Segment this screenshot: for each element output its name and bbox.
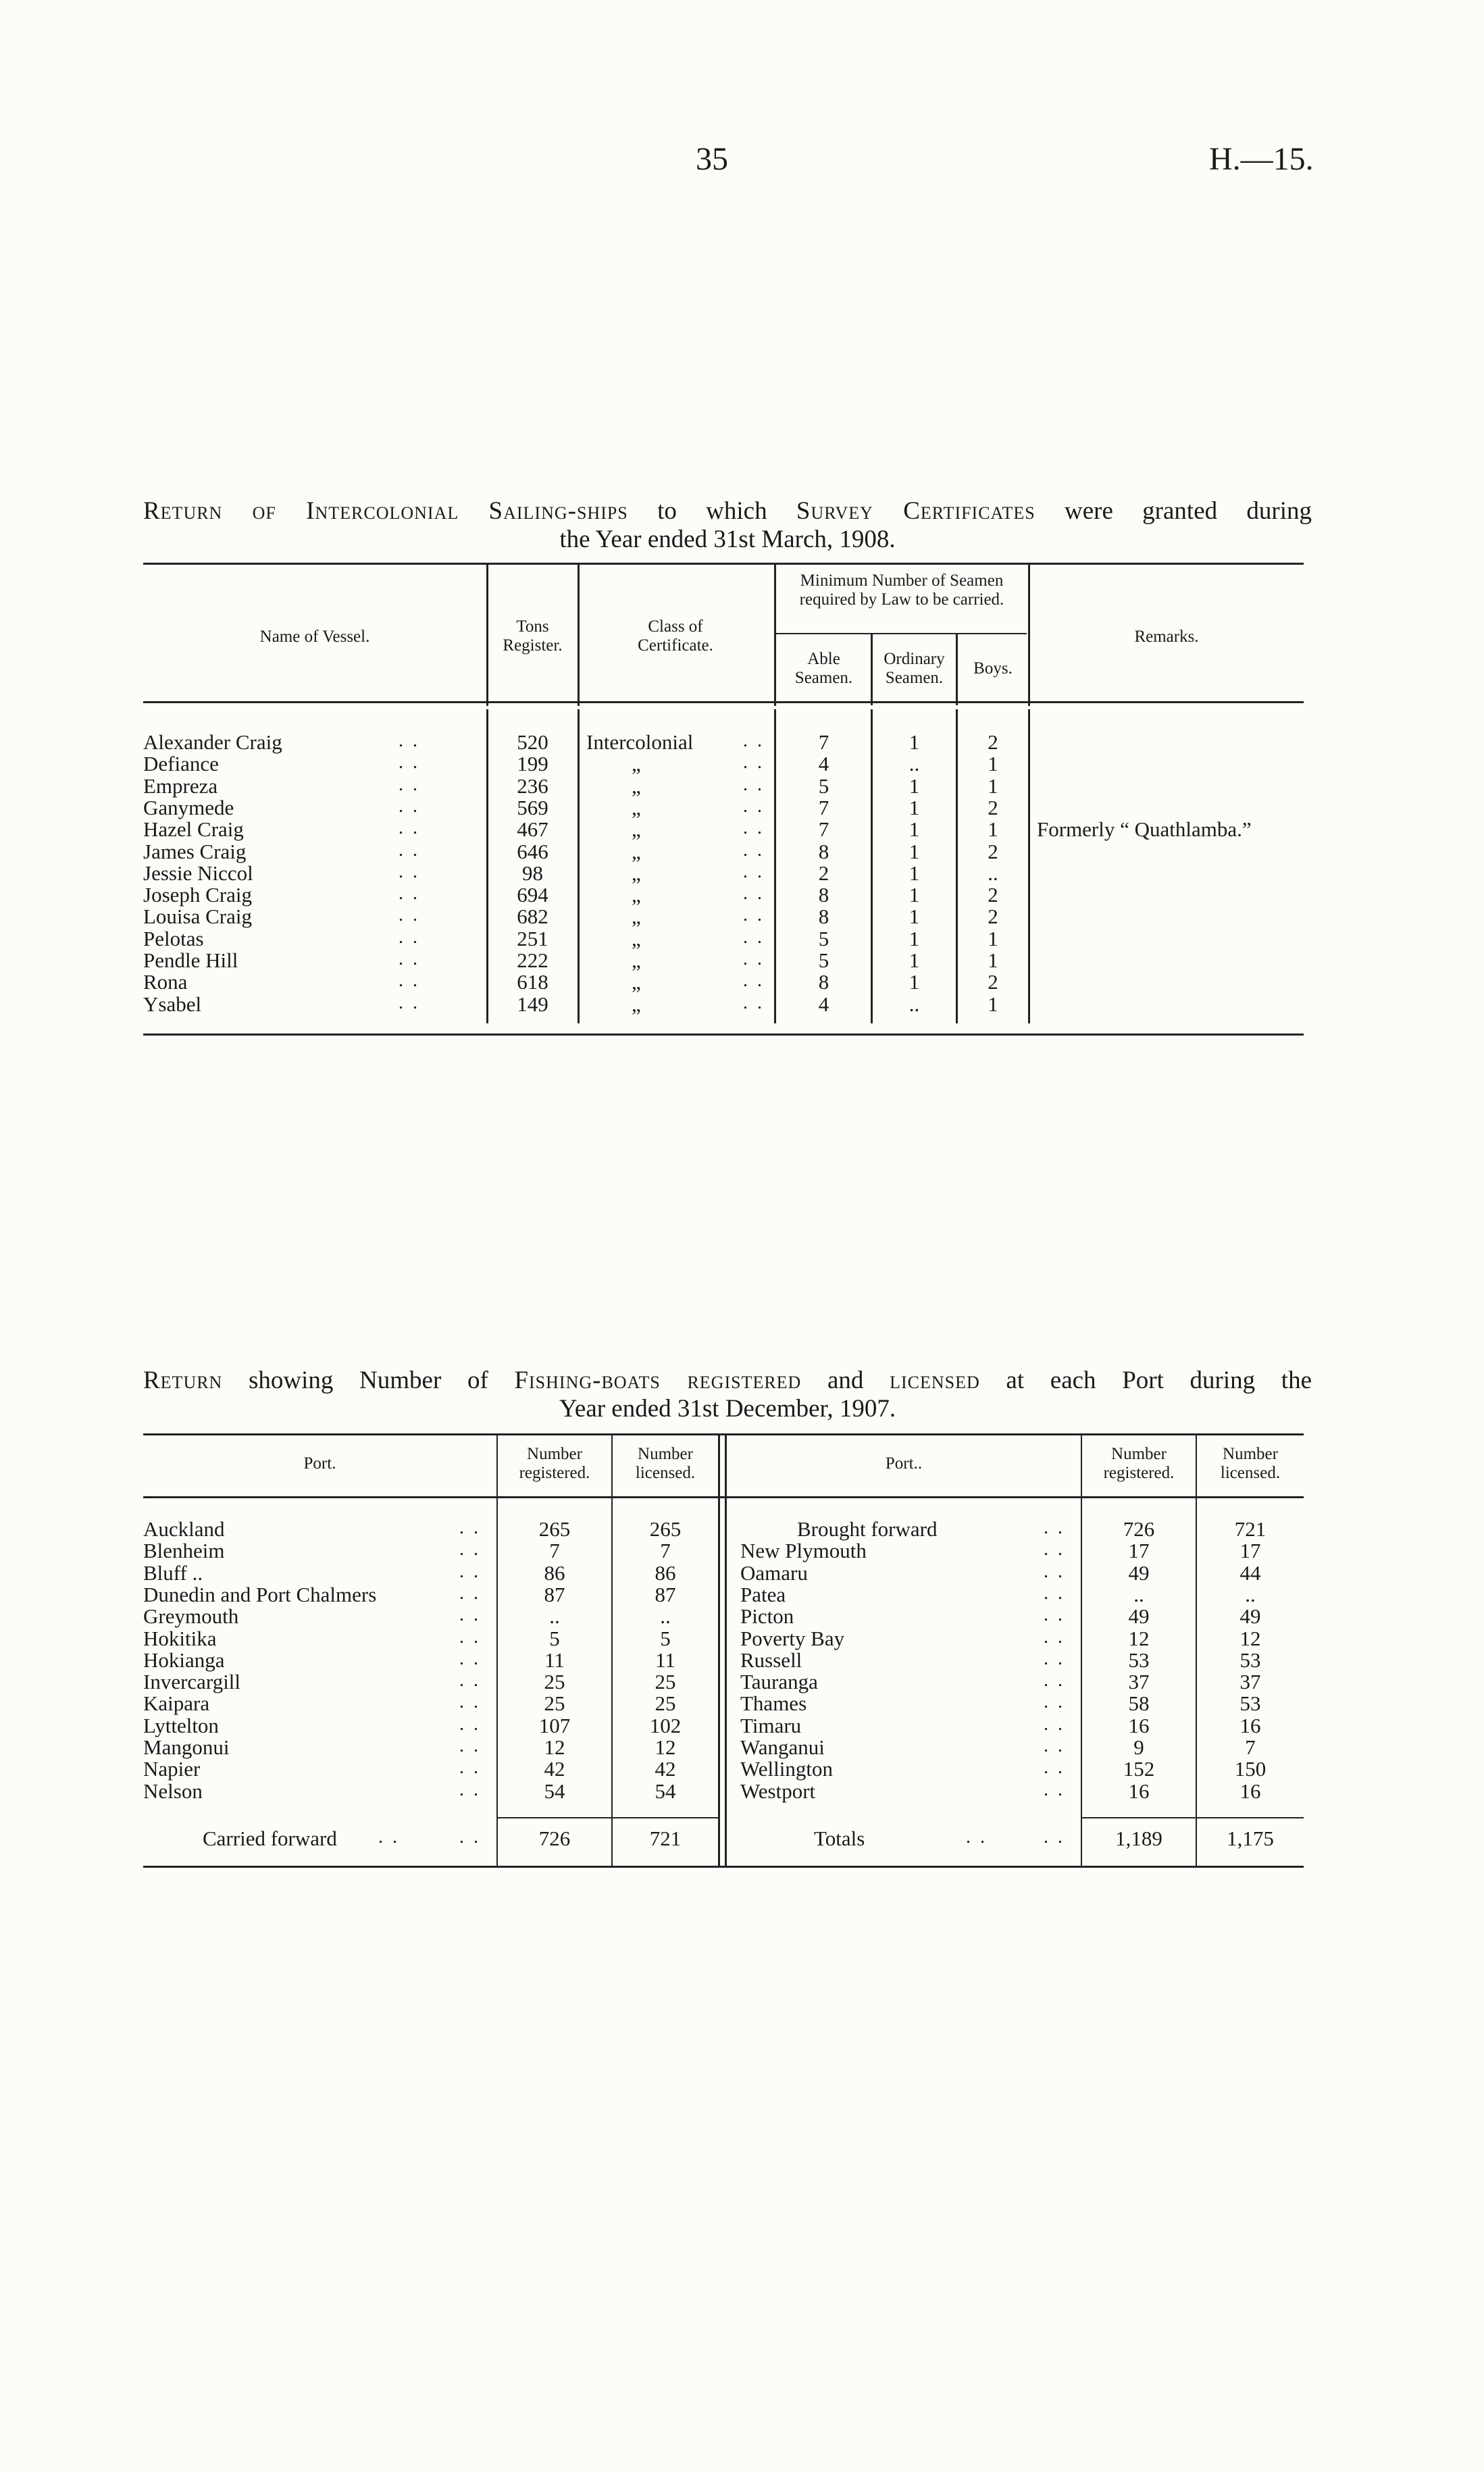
table2-header-rule [143,1496,1304,1498]
table2-bottom-rule [143,1866,1304,1868]
t2-licensed-right: 721 [1234,1517,1266,1541]
t2-leader-dots: .. [1044,1517,1072,1538]
table1-title-part-2: to which [628,497,796,525]
t2-licensed-right: 150 [1234,1757,1266,1781]
t2-leader-dots: .. [378,1827,407,1847]
t1-able: 2 [818,861,829,885]
t1-able: 8 [818,839,829,863]
t1-ordinary: 1 [909,839,920,863]
t1-leader-dots: .. [743,795,771,817]
t1-leader-dots: .. [399,948,427,969]
t2-header-registered-right: Number registered. [1103,1445,1175,1482]
t2-vline-4 [725,1435,727,1866]
t1-vessel-name: Louisa Craig [143,904,252,929]
t1-ordinary: 1 [909,970,920,994]
t2-registered-left: .. [549,1604,560,1629]
t2-leader-dots: .. [459,1582,488,1604]
t1-class: „ [632,904,641,929]
t1-boys: 2 [988,730,998,754]
table2-title-part-2: showing Number of [222,1367,515,1394]
t2-licensed-right: 37 [1239,1670,1261,1694]
t2-leader-dots: .. [459,1539,488,1560]
t2-licensed-right: 7 [1245,1735,1256,1759]
t2-licensed-right: 16 [1239,1713,1261,1737]
t1-ordinary: 1 [909,948,920,972]
t2-leader-dots: .. [1044,1827,1072,1847]
t2-leader-dots: .. [459,1713,488,1735]
t2-leader-dots: .. [1044,1604,1072,1626]
t2-licensed-left: .. [660,1604,671,1629]
t1-able: 5 [818,926,829,950]
table1-title-part-3: Survey Certificates [796,497,1035,525]
t1-header-able: Able Seamen. [794,650,853,687]
t2-carried-forward-label: Carried forward [203,1827,337,1850]
t2-leader-dots: .. [459,1691,488,1713]
t2-registered-right: 58 [1128,1691,1150,1716]
t1-tons: 682 [517,904,548,929]
t2-registered-left: 11 [544,1648,565,1672]
t1-boys: 2 [988,883,998,907]
t2-licensed-left: 7 [660,1539,671,1563]
document-reference: H.—15. [1209,141,1314,177]
t1-vessel-name: James Craig [143,839,247,863]
t2-leader-dots: .. [459,1648,488,1669]
t2-licensed-right: 44 [1239,1560,1261,1585]
t2-port-left: Invercargill [143,1670,241,1694]
t1-class: „ [632,992,641,1016]
t1-ordinary: 1 [909,861,920,885]
t1-ordinary: .. [909,992,920,1016]
t1-boys: 1 [988,752,998,776]
t2-port-right: Wanganui [740,1735,825,1759]
t1-leader-dots: .. [399,839,427,861]
t2-port-left: Auckland [143,1517,225,1541]
t2-registered-right: 37 [1128,1670,1150,1694]
t1-able: 8 [818,970,829,994]
t2-leader-dots: .. [1044,1626,1072,1648]
t2-registered-right: 49 [1128,1604,1150,1629]
t2-registered-right: 12 [1128,1626,1150,1650]
t2-header-port-right: Port.. [885,1454,923,1473]
t1-boys: 1 [988,773,998,798]
t1-leader-dots: .. [743,730,771,751]
t1-leader-dots: .. [399,926,427,948]
t1-tons: 199 [517,752,548,776]
t1-leader-dots: .. [399,861,427,882]
t2-leader-dots: .. [1044,1560,1072,1582]
t2-header-registered-left: Number registered. [519,1445,590,1482]
t1-vessel-name: Pelotas [143,926,204,950]
t1-vessel-name: Jessie Niccol [143,861,253,885]
t2-registered-left: 86 [544,1560,565,1585]
t1-leader-dots: .. [743,926,771,948]
t1-boys: 1 [988,926,998,950]
t1-leader-dots: .. [743,861,771,882]
t1-tons: 520 [517,730,548,754]
table1-title-line1 [143,496,1312,526]
t1-able: 8 [818,883,829,907]
table2-top-rule [143,1433,1304,1435]
t2-header-licensed-right: Number licensed. [1220,1445,1281,1482]
t1-vessel-name: Rona [143,970,188,994]
t2-leader-dots: .. [459,1560,488,1582]
t1-class: „ [632,817,641,842]
t1-class: „ [632,926,641,950]
t2-licensed-right: 53 [1239,1691,1261,1716]
t2-licensed-right: 49 [1239,1604,1261,1629]
t1-able: 4 [818,752,829,776]
t1-header-class: Class of Certificate. [638,617,713,655]
t1-leader-dots: .. [743,992,771,1013]
table2-right-total-rule [1081,1817,1304,1818]
t1-class: „ [632,773,641,798]
t2-registered-left: 87 [544,1582,565,1606]
t2-vline-3 [718,1435,720,1866]
t2-leader-dots: .. [459,1827,488,1847]
t2-registered-left: 25 [544,1691,565,1716]
t2-licensed-left: 25 [655,1670,676,1694]
t1-vessel-name: Defiance [143,752,219,776]
t1-vessel-name: Joseph Craig [143,883,253,907]
t2-registered-right: 49 [1128,1560,1150,1585]
t1-able: 5 [818,773,829,798]
t1-vline-head-2 [578,564,580,706]
t1-class: „ [632,948,641,972]
t2-licensed-right: 16 [1239,1779,1261,1803]
t2-licensed-left: 265 [649,1517,682,1541]
t2-port-left: Napier [143,1757,201,1781]
t1-tons: 569 [517,795,548,819]
t1-boys: 1 [988,992,998,1016]
t1-able: 8 [818,904,829,929]
t2-header-licensed-left: Number licensed. [635,1445,696,1482]
t2-carried-forward-licensed: 721 [649,1827,682,1850]
t1-ordinary: 1 [909,926,920,950]
t1-leader-dots: .. [743,752,771,773]
t1-ordinary: 1 [909,883,920,907]
t1-class: „ [632,970,641,994]
t1-vline-body-6 [1028,709,1030,1023]
t1-leader-dots: .. [743,970,771,992]
t2-port-right: Thames [740,1691,807,1716]
t1-leader-dots: .. [399,970,427,992]
t2-port-right: Tauranga [740,1670,818,1694]
t1-able: 5 [818,948,829,972]
table1-top-rule [143,563,1304,565]
t2-leader-dots: .. [1044,1691,1072,1713]
t2-registered-right: 16 [1128,1779,1150,1803]
t1-leader-dots: .. [743,817,771,839]
table2-title-line1 [143,1366,1312,1396]
table2-title-line2: Year ended 31st December, 1907. [559,1395,896,1423]
t1-able: 7 [818,817,829,842]
table2-title-part-1: Return [143,1367,223,1394]
t1-leader-dots: .. [399,752,427,773]
t1-ordinary: 1 [909,904,920,929]
t2-totals-label: Totals [814,1827,865,1850]
t1-vessel-name: Hazel Craig [143,817,244,842]
t2-leader-dots: .. [1044,1757,1072,1779]
t1-tons: 467 [517,817,548,842]
t2-leader-dots: .. [459,1626,488,1648]
t2-registered-right: 17 [1128,1539,1150,1563]
t1-leader-dots: .. [743,883,771,904]
t1-tons: 236 [517,773,548,798]
t1-leader-dots: .. [743,839,771,861]
t1-tons: 149 [517,992,548,1016]
t2-port-left: Mangonui [143,1735,230,1759]
t2-licensed-right: 53 [1239,1648,1261,1672]
t2-licensed-right: .. [1245,1582,1256,1606]
t1-tons: 98 [522,861,543,885]
t2-registered-left: 42 [544,1757,565,1781]
t2-leader-dots: .. [1044,1670,1072,1691]
table2-title-part-6: at each Port during the [979,1367,1312,1394]
t1-ordinary: 1 [909,730,920,754]
t2-port-right: Westport [740,1779,816,1803]
t2-leader-dots: .. [459,1517,488,1538]
t1-vessel-name: Ganymede [143,795,234,819]
t2-licensed-left: 87 [655,1582,676,1606]
t2-registered-left: 54 [544,1779,565,1803]
t2-registered-left: 7 [549,1539,560,1563]
t1-vessel-name: Pendle Hill [143,948,238,972]
t2-leader-dots: .. [966,1827,994,1847]
t1-leader-dots: .. [399,992,427,1013]
t2-registered-left: 25 [544,1670,565,1694]
t1-class: „ [632,795,641,819]
t2-registered-left: 265 [538,1517,571,1541]
t2-registered-right: 53 [1128,1648,1150,1672]
t2-registered-right: 726 [1123,1517,1155,1541]
t2-leader-dots: .. [1044,1735,1072,1756]
t2-leader-dots: .. [459,1757,488,1779]
t2-port-left: Bluff .. [143,1560,203,1585]
table2-title-part-4: and [801,1367,890,1394]
t2-port-right: Russell [740,1648,802,1672]
t2-totals-licensed: 1,175 [1227,1827,1274,1850]
t1-boys: .. [988,861,998,885]
t1-vessel-name: Empreza [143,773,218,798]
t1-tons: 618 [517,970,548,994]
t2-licensed-left: 102 [649,1713,682,1737]
t2-port-left: Nelson [143,1779,203,1803]
t2-port-left: Kaipara [143,1691,210,1716]
t2-licensed-left: 54 [655,1779,676,1803]
t1-class: „ [632,839,641,863]
t1-leader-dots: .. [399,883,427,904]
t1-class: „ [632,883,641,907]
t1-header-boys: Boys. [973,659,1013,678]
t2-licensed-left: 12 [655,1735,676,1759]
t1-boys: 2 [988,970,998,994]
t1-vessel-name: Alexander Craig [143,730,282,754]
t1-leader-dots: .. [399,795,427,817]
t2-registered-left: 5 [549,1626,560,1650]
t1-able: 4 [818,992,829,1016]
t2-registered-right: 16 [1128,1713,1150,1737]
t2-port-right: Timaru [740,1713,802,1737]
t2-licensed-right: 17 [1239,1539,1261,1563]
t2-port-right: Wellington [740,1757,833,1781]
t2-registered-right: .. [1133,1582,1144,1606]
t2-leader-dots: .. [459,1779,488,1800]
t2-port-right: Picton [740,1604,794,1629]
t1-tons: 251 [517,926,548,950]
t2-leader-dots: .. [459,1735,488,1756]
t1-header-minimum: Minimum Number of Seamen required by Law to be carried. [799,571,1004,609]
t1-header-tons: Tons Register. [503,617,563,655]
t2-port-right: Poverty Bay [740,1626,845,1650]
t2-port-left: Hokitika [143,1626,217,1650]
table1-title-part-1: Return of Intercolonial Sailing-ships [143,497,628,525]
t1-tons: 222 [517,948,548,972]
t1-able: 7 [818,730,829,754]
t1-boys: 2 [988,904,998,929]
t2-leader-dots: .. [459,1670,488,1691]
t1-tons: 694 [517,883,548,907]
table2-title-part-5: licensed [890,1367,980,1394]
t2-licensed-left: 42 [655,1757,676,1781]
table2-title-part-3: Fishing-boats registered [514,1367,802,1394]
t2-leader-dots: .. [459,1604,488,1626]
t2-leader-dots: .. [1044,1539,1072,1560]
t2-port-left: Lyttelton [143,1713,219,1737]
t2-port-left: Dunedin and Port Chalmers [143,1582,377,1606]
t1-able: 7 [818,795,829,819]
t1-class: „ [632,861,641,885]
t2-leader-dots: .. [1044,1648,1072,1669]
t2-port-left: Hokianga [143,1648,225,1672]
t1-leader-dots: .. [743,904,771,926]
t1-leader-dots: .. [399,817,427,839]
t2-leader-dots: .. [1044,1582,1072,1604]
t2-registered-right: 152 [1123,1757,1155,1781]
t1-leader-dots: .. [743,773,771,795]
table1-title-part-4: were granted during [1035,497,1312,525]
t2-port-right: Oamaru [740,1560,808,1585]
t2-licensed-left: 11 [655,1648,675,1672]
t1-boys: 1 [988,817,998,842]
table1-bottom-rule [143,1034,1304,1036]
t2-port-right: Brought forward [797,1517,938,1541]
t1-boys: 1 [988,948,998,972]
t1-leader-dots: .. [743,948,771,969]
page-number: 35 [696,141,728,177]
t2-licensed-left: 5 [660,1626,671,1650]
t1-leader-dots: .. [399,730,427,751]
t1-remark: Formerly “ Quathlamba.” [1037,817,1252,841]
t2-registered-left: 107 [538,1713,571,1737]
t1-leader-dots: .. [399,773,427,795]
table1-title-line2: the Year ended 31st March, 1908. [559,526,896,553]
table2-left-total-rule [496,1817,719,1818]
t1-ordinary: 1 [909,817,920,842]
t1-vline-body-3 [774,709,776,1023]
t1-header-ordinary: Ordinary Seamen. [884,650,945,687]
t1-vline-head-3 [774,564,776,706]
t1-class: Intercolonial [586,730,694,754]
table1-header-rule [143,701,1304,703]
t2-licensed-right: 12 [1239,1626,1261,1650]
t1-tons: 646 [517,839,548,863]
t2-port-left: Greymouth [143,1604,239,1629]
t2-leader-dots: .. [1044,1779,1072,1800]
t1-boys: 2 [988,839,998,863]
t1-header-remarks: Remarks. [1134,628,1199,646]
t2-leader-dots: .. [1044,1713,1072,1735]
t2-carried-forward-registered: 726 [538,1827,571,1850]
t1-header-name: Name of Vessel. [259,628,370,646]
t2-port-right: Patea [740,1582,786,1606]
t2-header-port-left: Port. [303,1454,336,1473]
t1-leader-dots: .. [399,904,427,926]
t2-totals-registered: 1,189 [1115,1827,1162,1850]
t1-boys: 2 [988,795,998,819]
t1-ordinary: 1 [909,773,920,798]
t2-port-right: New Plymouth [740,1539,867,1563]
t1-vline-body-2 [578,709,580,1023]
t2-licensed-left: 25 [655,1691,676,1716]
t1-class: „ [632,752,641,776]
t2-registered-left: 12 [544,1735,565,1759]
table1-subheader-rule [775,633,1027,634]
t2-port-left: Blenheim [143,1539,225,1563]
t1-vessel-name: Ysabel [143,992,202,1016]
t1-ordinary: 1 [909,795,920,819]
t2-licensed-left: 86 [655,1560,676,1585]
t2-registered-right: 9 [1133,1735,1144,1759]
t1-ordinary: .. [909,752,920,776]
